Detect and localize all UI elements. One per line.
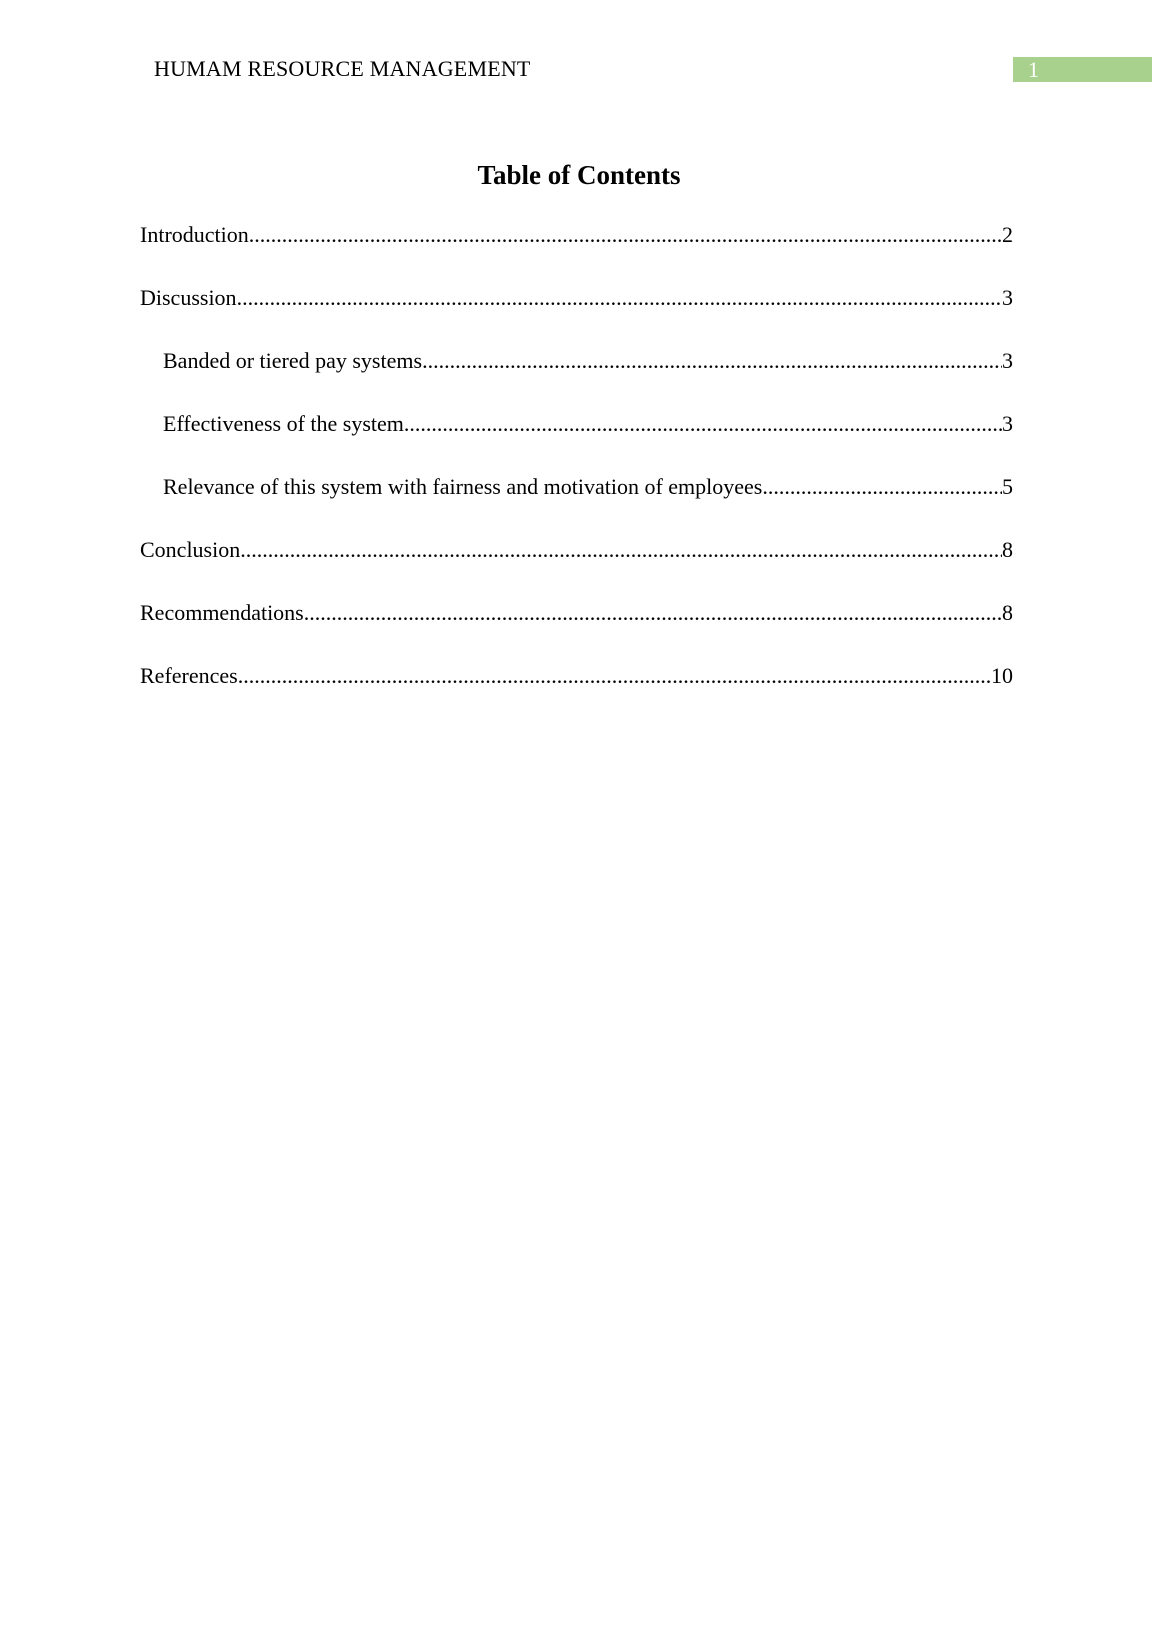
toc-entry-page: 8 — [1002, 600, 1013, 625]
toc-entry-page: 5 — [1002, 474, 1013, 499]
toc-entry-label: References — [140, 663, 238, 688]
toc-entry-label: Introduction — [140, 222, 249, 247]
toc-leader-dots — [422, 348, 1002, 374]
toc-entry-recommendations[interactable] — [140, 600, 1013, 663]
toc-entry-page: 3 — [1002, 411, 1013, 436]
toc-entry-references[interactable] — [140, 663, 1013, 726]
toc-leader-dots — [404, 411, 1002, 437]
toc-leader-dots — [762, 474, 1002, 500]
page-number: 1 — [1028, 57, 1039, 82]
toc-entry-discussion[interactable] — [140, 285, 1013, 348]
toc-entry-effectiveness[interactable] — [140, 411, 1013, 474]
toc-entry-conclusion[interactable] — [140, 537, 1013, 600]
running-header-title: HUMAM RESOURCE MANAGEMENT — [154, 56, 531, 81]
toc-entry-label: Banded or tiered pay systems — [163, 348, 423, 373]
toc-leader-dots — [249, 222, 1002, 248]
table-of-contents — [140, 222, 1013, 726]
page-number-badge — [1013, 57, 1152, 82]
toc-entry-page: 10 — [991, 663, 1013, 688]
toc-heading: Table of Contents — [477, 160, 681, 190]
toc-entry-label: Conclusion — [140, 537, 241, 562]
toc-entry-relevance[interactable] — [140, 474, 1013, 537]
toc-entry-label: Recommendations — [140, 600, 304, 625]
toc-entry-page: 3 — [1002, 285, 1013, 310]
toc-leader-dots — [238, 663, 991, 689]
toc-entry-page: 2 — [1002, 222, 1013, 247]
toc-entry-label: Relevance of this system with fairness and motivation of employees — [163, 474, 763, 499]
toc-entry-banded-pay-systems[interactable] — [140, 348, 1013, 411]
toc-leader-dots — [304, 600, 1002, 626]
toc-leader-dots — [237, 285, 1002, 311]
toc-entry-label: Effectiveness of the system — [163, 411, 404, 436]
toc-entry-introduction[interactable] — [140, 222, 1013, 285]
toc-entry-page: 8 — [1002, 537, 1013, 562]
toc-entry-label: Discussion — [140, 285, 237, 310]
toc-leader-dots — [240, 537, 1002, 563]
toc-entry-page: 3 — [1002, 348, 1013, 373]
